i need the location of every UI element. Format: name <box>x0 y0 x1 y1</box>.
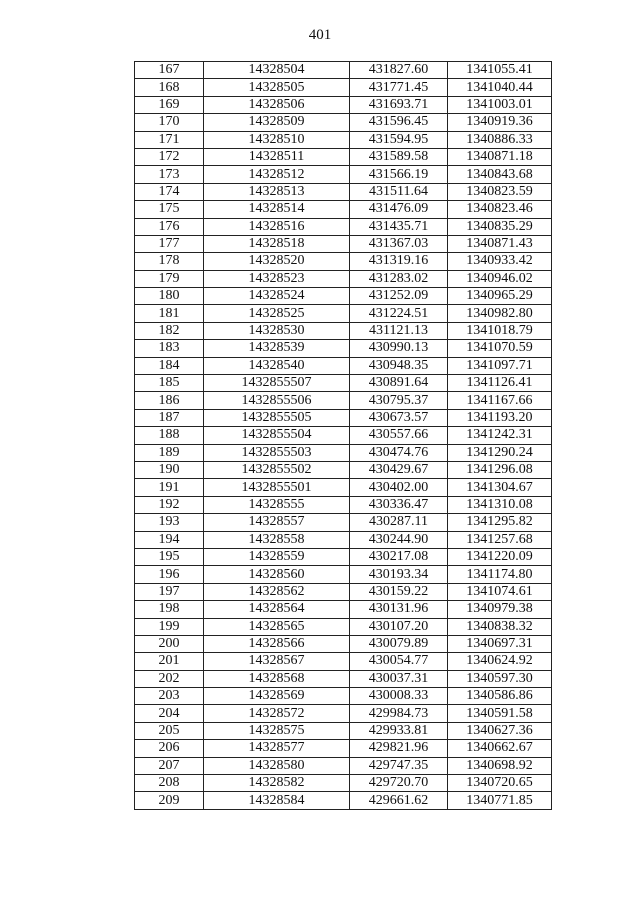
x-coordinate-cell: 429720.70 <box>350 775 448 792</box>
y-coordinate-cell: 1340843.68 <box>448 166 552 183</box>
point-id-cell: 1432855502 <box>204 461 350 478</box>
y-coordinate-cell: 1341310.08 <box>448 496 552 513</box>
table-row <box>135 322 552 339</box>
point-id-cell: 14328525 <box>204 305 350 322</box>
point-id-cell: 1432855504 <box>204 427 350 444</box>
table-row <box>135 166 552 183</box>
table-row <box>135 496 552 513</box>
table-row <box>135 131 552 148</box>
table-row <box>135 722 552 739</box>
y-coordinate-cell: 1341003.01 <box>448 96 552 113</box>
y-coordinate-cell: 1340597.30 <box>448 670 552 687</box>
table-row <box>135 514 552 531</box>
table-row <box>135 461 552 478</box>
row-number-cell: 195 <box>135 548 204 565</box>
table-row <box>135 635 552 652</box>
table-row <box>135 618 552 635</box>
x-coordinate-cell: 430217.08 <box>350 548 448 565</box>
table-row <box>135 601 552 618</box>
point-id-cell: 14328505 <box>204 79 350 96</box>
point-id-cell: 14328569 <box>204 688 350 705</box>
table-row <box>135 114 552 131</box>
row-number-cell: 179 <box>135 270 204 287</box>
table-row <box>135 340 552 357</box>
point-id-cell: 1432855501 <box>204 479 350 496</box>
row-number-cell: 184 <box>135 357 204 374</box>
y-coordinate-cell: 1340982.80 <box>448 305 552 322</box>
row-number-cell: 176 <box>135 218 204 235</box>
y-coordinate-cell: 1341295.82 <box>448 514 552 531</box>
table-row <box>135 148 552 165</box>
x-coordinate-cell: 430131.96 <box>350 601 448 618</box>
y-coordinate-cell: 1340871.18 <box>448 148 552 165</box>
point-id-cell: 14328539 <box>204 340 350 357</box>
table-row <box>135 270 552 287</box>
row-number-cell: 177 <box>135 235 204 252</box>
x-coordinate-cell: 431252.09 <box>350 288 448 305</box>
row-number-cell: 180 <box>135 288 204 305</box>
point-id-cell: 14328565 <box>204 618 350 635</box>
point-id-cell: 14328523 <box>204 270 350 287</box>
coordinates-table <box>134 61 552 810</box>
point-id-cell: 14328513 <box>204 183 350 200</box>
x-coordinate-cell: 429984.73 <box>350 705 448 722</box>
x-coordinate-cell: 431367.03 <box>350 235 448 252</box>
row-number-cell: 208 <box>135 775 204 792</box>
table-row <box>135 705 552 722</box>
x-coordinate-cell: 431771.45 <box>350 79 448 96</box>
table-row <box>135 757 552 774</box>
point-id-cell: 14328514 <box>204 201 350 218</box>
y-coordinate-cell: 1340933.42 <box>448 253 552 270</box>
point-id-cell: 1432855503 <box>204 444 350 461</box>
x-coordinate-cell: 431589.58 <box>350 148 448 165</box>
row-number-cell: 203 <box>135 688 204 705</box>
point-id-cell: 14328558 <box>204 531 350 548</box>
x-coordinate-cell: 430402.00 <box>350 479 448 496</box>
x-coordinate-cell: 430193.34 <box>350 566 448 583</box>
row-number-cell: 199 <box>135 618 204 635</box>
x-coordinate-cell: 430159.22 <box>350 583 448 600</box>
y-coordinate-cell: 1341220.09 <box>448 548 552 565</box>
row-number-cell: 201 <box>135 653 204 670</box>
y-coordinate-cell: 1340886.33 <box>448 131 552 148</box>
y-coordinate-cell: 1340823.46 <box>448 201 552 218</box>
row-number-cell: 205 <box>135 722 204 739</box>
x-coordinate-cell: 430107.20 <box>350 618 448 635</box>
x-coordinate-cell: 430557.66 <box>350 427 448 444</box>
y-coordinate-cell: 1340838.32 <box>448 618 552 635</box>
point-id-cell: 14328506 <box>204 96 350 113</box>
row-number-cell: 190 <box>135 461 204 478</box>
x-coordinate-cell: 430054.77 <box>350 653 448 670</box>
y-coordinate-cell: 1341193.20 <box>448 409 552 426</box>
y-coordinate-cell: 1341304.67 <box>448 479 552 496</box>
x-coordinate-cell: 430474.76 <box>350 444 448 461</box>
y-coordinate-cell: 1341070.59 <box>448 340 552 357</box>
x-coordinate-cell: 431121.13 <box>350 322 448 339</box>
point-id-cell: 1432855506 <box>204 392 350 409</box>
table-row <box>135 583 552 600</box>
point-id-cell: 14328555 <box>204 496 350 513</box>
point-id-cell: 14328577 <box>204 740 350 757</box>
point-id-cell: 14328572 <box>204 705 350 722</box>
y-coordinate-cell: 1340591.58 <box>448 705 552 722</box>
x-coordinate-cell: 430673.57 <box>350 409 448 426</box>
point-id-cell: 14328509 <box>204 114 350 131</box>
point-id-cell: 14328560 <box>204 566 350 583</box>
row-number-cell: 169 <box>135 96 204 113</box>
point-id-cell: 14328557 <box>204 514 350 531</box>
row-number-cell: 209 <box>135 792 204 809</box>
page-number: 401 <box>308 27 332 43</box>
point-id-cell: 14328524 <box>204 288 350 305</box>
x-coordinate-cell: 431566.19 <box>350 166 448 183</box>
x-coordinate-cell: 431224.51 <box>350 305 448 322</box>
point-id-cell: 14328580 <box>204 757 350 774</box>
x-coordinate-cell: 429821.96 <box>350 740 448 757</box>
row-number-cell: 175 <box>135 201 204 218</box>
y-coordinate-cell: 1341174.80 <box>448 566 552 583</box>
row-number-cell: 171 <box>135 131 204 148</box>
table-row <box>135 218 552 235</box>
row-number-cell: 194 <box>135 531 204 548</box>
y-coordinate-cell: 1341257.68 <box>448 531 552 548</box>
x-coordinate-cell: 431476.09 <box>350 201 448 218</box>
point-id-cell: 1432855505 <box>204 409 350 426</box>
y-coordinate-cell: 1341040.44 <box>448 79 552 96</box>
point-id-cell: 14328559 <box>204 548 350 565</box>
x-coordinate-cell: 430336.47 <box>350 496 448 513</box>
table-row <box>135 670 552 687</box>
row-number-cell: 178 <box>135 253 204 270</box>
y-coordinate-cell: 1340979.38 <box>448 601 552 618</box>
row-number-cell: 207 <box>135 757 204 774</box>
row-number-cell: 187 <box>135 409 204 426</box>
x-coordinate-cell: 430079.89 <box>350 635 448 652</box>
row-number-cell: 185 <box>135 375 204 392</box>
x-coordinate-cell: 430037.31 <box>350 670 448 687</box>
y-coordinate-cell: 1341290.24 <box>448 444 552 461</box>
table-row <box>135 96 552 113</box>
point-id-cell: 14328518 <box>204 235 350 252</box>
row-number-cell: 193 <box>135 514 204 531</box>
y-coordinate-cell: 1340624.92 <box>448 653 552 670</box>
table-row <box>135 201 552 218</box>
x-coordinate-cell: 430429.67 <box>350 461 448 478</box>
y-coordinate-cell: 1340627.36 <box>448 722 552 739</box>
row-number-cell: 173 <box>135 166 204 183</box>
row-number-cell: 182 <box>135 322 204 339</box>
x-coordinate-cell: 430891.64 <box>350 375 448 392</box>
row-number-cell: 206 <box>135 740 204 757</box>
y-coordinate-cell: 1340771.85 <box>448 792 552 809</box>
x-coordinate-cell: 431319.16 <box>350 253 448 270</box>
x-coordinate-cell: 431596.45 <box>350 114 448 131</box>
x-coordinate-cell: 431283.02 <box>350 270 448 287</box>
x-coordinate-cell: 430990.13 <box>350 340 448 357</box>
y-coordinate-cell: 1341055.41 <box>448 62 552 79</box>
y-coordinate-cell: 1341074.61 <box>448 583 552 600</box>
x-coordinate-cell: 429933.81 <box>350 722 448 739</box>
table-row <box>135 409 552 426</box>
table-row <box>135 235 552 252</box>
y-coordinate-cell: 1341126.41 <box>448 375 552 392</box>
row-number-cell: 196 <box>135 566 204 583</box>
table-row <box>135 392 552 409</box>
x-coordinate-cell: 430244.90 <box>350 531 448 548</box>
x-coordinate-cell: 430948.35 <box>350 357 448 374</box>
point-id-cell: 14328584 <box>204 792 350 809</box>
y-coordinate-cell: 1340835.29 <box>448 218 552 235</box>
row-number-cell: 191 <box>135 479 204 496</box>
table-row <box>135 566 552 583</box>
point-id-cell: 14328575 <box>204 722 350 739</box>
y-coordinate-cell: 1340698.92 <box>448 757 552 774</box>
point-id-cell: 14328504 <box>204 62 350 79</box>
point-id-cell: 14328516 <box>204 218 350 235</box>
x-coordinate-cell: 431435.71 <box>350 218 448 235</box>
table-row <box>135 548 552 565</box>
table-row <box>135 792 552 809</box>
y-coordinate-cell: 1340871.43 <box>448 235 552 252</box>
row-number-cell: 204 <box>135 705 204 722</box>
table-row <box>135 688 552 705</box>
x-coordinate-cell: 431827.60 <box>350 62 448 79</box>
table-row <box>135 444 552 461</box>
y-coordinate-cell: 1341018.79 <box>448 322 552 339</box>
row-number-cell: 198 <box>135 601 204 618</box>
y-coordinate-cell: 1340720.65 <box>448 775 552 792</box>
table-body <box>135 62 552 810</box>
point-id-cell: 14328562 <box>204 583 350 600</box>
x-coordinate-cell: 430287.11 <box>350 514 448 531</box>
table-row <box>135 183 552 200</box>
row-number-cell: 186 <box>135 392 204 409</box>
point-id-cell: 14328512 <box>204 166 350 183</box>
row-number-cell: 181 <box>135 305 204 322</box>
table-row <box>135 288 552 305</box>
point-id-cell: 14328568 <box>204 670 350 687</box>
point-id-cell: 1432855507 <box>204 375 350 392</box>
point-id-cell: 14328567 <box>204 653 350 670</box>
row-number-cell: 170 <box>135 114 204 131</box>
point-id-cell: 14328530 <box>204 322 350 339</box>
y-coordinate-cell: 1341097.71 <box>448 357 552 374</box>
table-row <box>135 253 552 270</box>
table-row <box>135 79 552 96</box>
row-number-cell: 192 <box>135 496 204 513</box>
point-id-cell: 14328511 <box>204 148 350 165</box>
y-coordinate-cell: 1340662.67 <box>448 740 552 757</box>
table-row <box>135 357 552 374</box>
x-coordinate-cell: 431594.95 <box>350 131 448 148</box>
table-row <box>135 740 552 757</box>
x-coordinate-cell: 430795.37 <box>350 392 448 409</box>
row-number-cell: 168 <box>135 79 204 96</box>
x-coordinate-cell: 431693.71 <box>350 96 448 113</box>
table-row <box>135 653 552 670</box>
y-coordinate-cell: 1341242.31 <box>448 427 552 444</box>
row-number-cell: 200 <box>135 635 204 652</box>
table-row <box>135 531 552 548</box>
y-coordinate-cell: 1340946.02 <box>448 270 552 287</box>
y-coordinate-cell: 1340697.31 <box>448 635 552 652</box>
y-coordinate-cell: 1340823.59 <box>448 183 552 200</box>
table-row <box>135 62 552 79</box>
point-id-cell: 14328566 <box>204 635 350 652</box>
x-coordinate-cell: 429661.62 <box>350 792 448 809</box>
y-coordinate-cell: 1340919.36 <box>448 114 552 131</box>
x-coordinate-cell: 430008.33 <box>350 688 448 705</box>
y-coordinate-cell: 1341296.08 <box>448 461 552 478</box>
y-coordinate-cell: 1340586.86 <box>448 688 552 705</box>
table-row <box>135 305 552 322</box>
row-number-cell: 167 <box>135 62 204 79</box>
table-row <box>135 479 552 496</box>
row-number-cell: 202 <box>135 670 204 687</box>
point-id-cell: 14328540 <box>204 357 350 374</box>
row-number-cell: 197 <box>135 583 204 600</box>
y-coordinate-cell: 1340965.29 <box>448 288 552 305</box>
point-id-cell: 14328510 <box>204 131 350 148</box>
row-number-cell: 172 <box>135 148 204 165</box>
point-id-cell: 14328520 <box>204 253 350 270</box>
point-id-cell: 14328564 <box>204 601 350 618</box>
x-coordinate-cell: 429747.35 <box>350 757 448 774</box>
x-coordinate-cell: 431511.64 <box>350 183 448 200</box>
row-number-cell: 188 <box>135 427 204 444</box>
y-coordinate-cell: 1341167.66 <box>448 392 552 409</box>
row-number-cell: 174 <box>135 183 204 200</box>
table-row <box>135 375 552 392</box>
point-id-cell: 14328582 <box>204 775 350 792</box>
table-row <box>135 775 552 792</box>
table-row <box>135 427 552 444</box>
row-number-cell: 183 <box>135 340 204 357</box>
row-number-cell: 189 <box>135 444 204 461</box>
